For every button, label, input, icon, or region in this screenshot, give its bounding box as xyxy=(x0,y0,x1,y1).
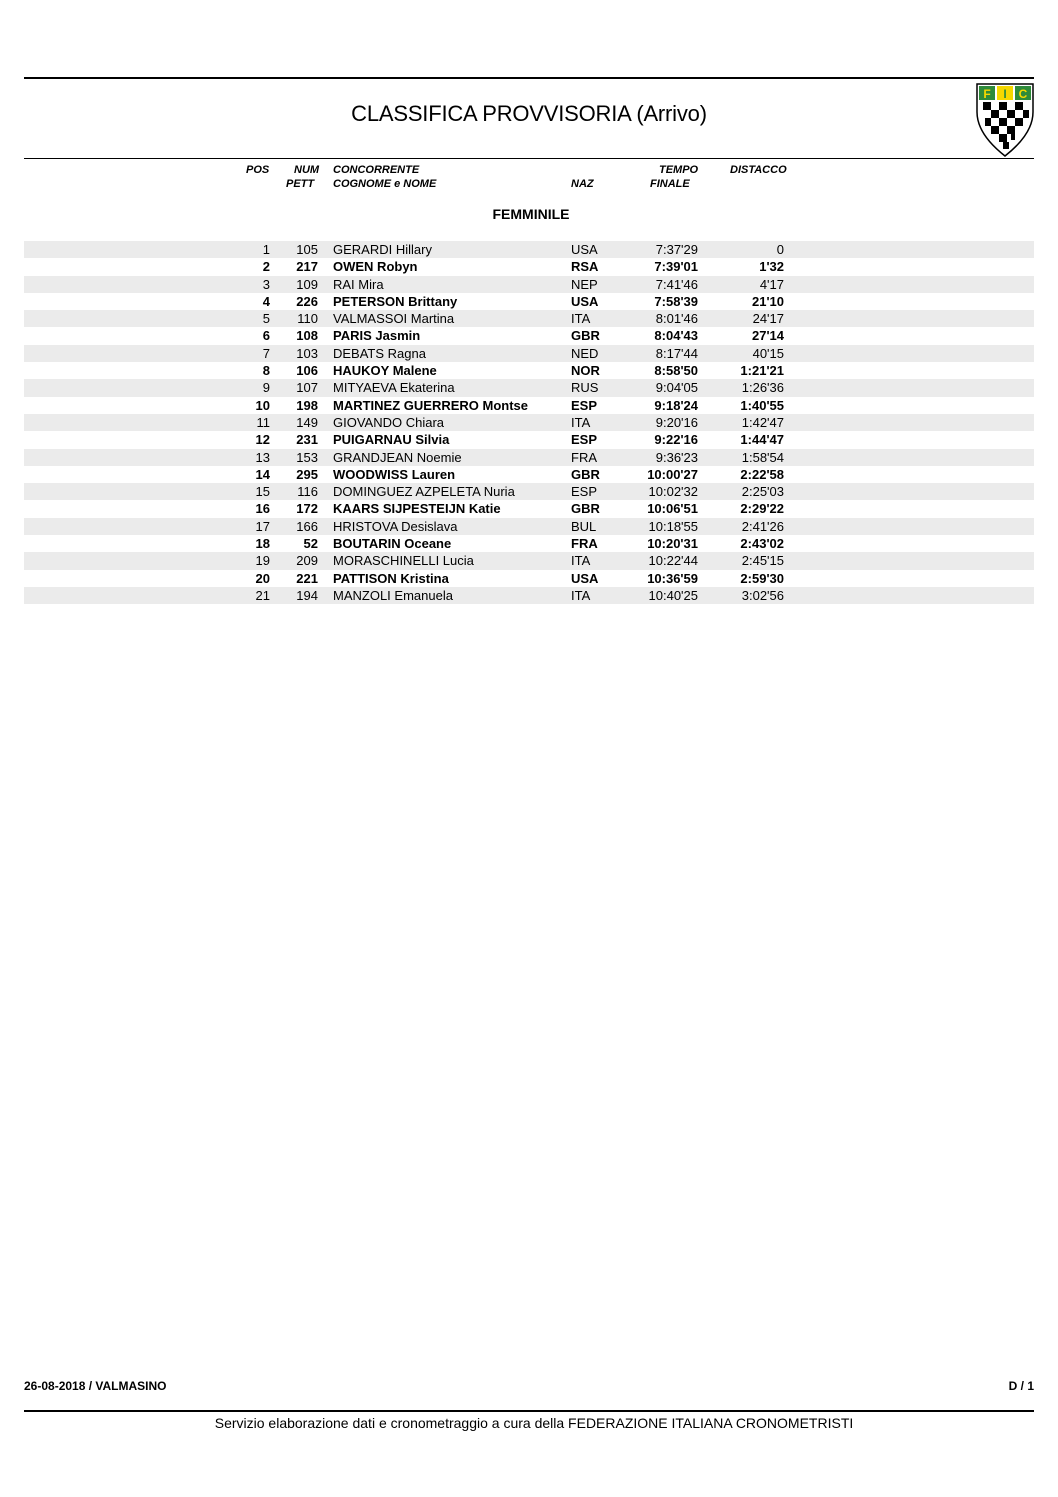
table-row xyxy=(24,327,1034,344)
result-pos: 8 xyxy=(262,363,270,379)
result-pos: 14 xyxy=(255,466,270,482)
result-name: GRANDJEAN Noemie xyxy=(333,449,462,465)
fic-logo-icon xyxy=(975,82,1035,158)
result-gap: 1:40'55 xyxy=(740,397,784,413)
result-name: GERARDI Hillary xyxy=(333,242,432,257)
result-pos: 4 xyxy=(262,293,270,309)
table-row xyxy=(24,276,1034,293)
result-name: MITYAEVA Ekaterina xyxy=(333,380,455,396)
result-name: MARTINEZ GUERRERO Montse xyxy=(333,397,528,413)
result-name: HRISTOVA Desislava xyxy=(333,518,458,534)
col-head-tempo: TEMPO xyxy=(659,164,699,176)
result-nation: NOR xyxy=(571,363,600,379)
result-pos: 3 xyxy=(262,276,270,292)
result-bib: 153 xyxy=(296,449,318,465)
result-bib: 109 xyxy=(296,276,318,292)
table-row xyxy=(24,500,1034,517)
result-name: OWEN Robyn xyxy=(333,259,418,275)
result-pos: 16 xyxy=(255,501,270,517)
result-nation: GBR xyxy=(571,501,600,517)
result-time: 7:39'01 xyxy=(654,259,698,275)
result-gap: 2:43'02 xyxy=(740,536,784,552)
result-name: VALMASSOI Martina xyxy=(333,311,455,327)
table-row xyxy=(24,570,1034,587)
result-gap: 1:21'21 xyxy=(740,363,784,379)
result-nation: GBR xyxy=(571,328,600,344)
result-gap: 24'17 xyxy=(752,311,784,327)
result-gap: 1'32 xyxy=(759,259,784,275)
svg-text:I: I xyxy=(1003,87,1007,101)
result-bib: 172 xyxy=(296,501,318,517)
result-nation: ESP xyxy=(571,397,598,413)
result-time: 10:02'32 xyxy=(648,484,698,500)
table-row xyxy=(24,414,1034,431)
result-time: 8:58'50 xyxy=(654,363,698,379)
result-pos: 11 xyxy=(256,414,270,430)
svg-text:C: C xyxy=(1018,87,1028,101)
table-row xyxy=(24,449,1034,466)
result-bib: 295 xyxy=(296,466,318,482)
result-nation: USA xyxy=(571,570,599,586)
table-row xyxy=(24,552,1034,569)
result-pos: 18 xyxy=(255,536,270,552)
col-head-finale: FINALE xyxy=(650,178,690,190)
table-row xyxy=(24,587,1034,604)
result-bib: 226 xyxy=(296,293,318,309)
result-time: 8:17'44 xyxy=(655,345,698,361)
result-nation: ESP xyxy=(571,432,598,448)
result-bib: 110 xyxy=(297,311,318,327)
result-gap: 40'15 xyxy=(752,345,784,361)
table-row xyxy=(24,483,1034,500)
result-bib: 52 xyxy=(303,536,318,552)
result-gap: 2:59'30 xyxy=(740,570,784,586)
result-pos: 20 xyxy=(255,570,270,586)
footer-date-place: 26-08-2018 / VALMASINO xyxy=(24,1379,167,1393)
col-head-pett: PETT xyxy=(286,178,315,190)
result-nation: NED xyxy=(571,345,599,361)
table-row xyxy=(24,345,1034,362)
result-time: 9:04'05 xyxy=(655,380,698,396)
result-bib: 209 xyxy=(296,553,318,569)
result-name: DEBATS Ragna xyxy=(333,345,426,361)
table-row xyxy=(24,241,1034,258)
result-nation: FRA xyxy=(571,536,598,552)
result-nation: ITA xyxy=(571,553,591,569)
result-time: 7:37'29 xyxy=(655,242,698,257)
result-gap: 3:02'56 xyxy=(741,587,784,603)
col-head-concorrente: CONCORRENTE xyxy=(333,164,420,176)
result-time: 8:04'43 xyxy=(654,328,698,344)
result-nation: FRA xyxy=(571,449,597,465)
result-name: PARIS Jasmin xyxy=(333,328,421,344)
result-time: 10:20'31 xyxy=(647,536,698,552)
result-bib: 108 xyxy=(296,328,318,344)
result-bib: 107 xyxy=(296,380,318,396)
result-bib: 221 xyxy=(296,570,318,586)
result-pos: 19 xyxy=(255,553,270,569)
result-time: 7:58'39 xyxy=(654,293,698,309)
result-name: PUIGARNAU Silvia xyxy=(333,432,450,448)
result-time: 9:20'16 xyxy=(655,414,698,430)
col-head-num: NUM xyxy=(294,164,320,176)
footer-page-number: D / 1 xyxy=(1008,1379,1034,1393)
result-nation: ITA xyxy=(571,414,591,430)
result-gap: 1:42'47 xyxy=(741,414,784,430)
table-row xyxy=(24,397,1034,414)
col-head-pos: POS xyxy=(246,164,270,176)
result-bib: 106 xyxy=(296,363,318,379)
result-name: RAI Mira xyxy=(333,276,384,292)
result-name: GIOVANDO Chiara xyxy=(333,414,445,430)
col-head-distacco: DISTACCO xyxy=(730,164,787,176)
result-gap: 4'17 xyxy=(759,276,784,292)
result-gap: 1:26'36 xyxy=(741,380,784,396)
result-bib: 103 xyxy=(296,345,318,361)
result-time: 10:22'44 xyxy=(648,553,698,569)
result-bib: 217 xyxy=(296,259,318,275)
result-pos: 6 xyxy=(262,328,270,344)
result-time: 9:22'16 xyxy=(654,432,698,448)
result-gap: 2:41'26 xyxy=(741,518,784,534)
result-nation: BUL xyxy=(571,518,597,534)
result-pos: 13 xyxy=(255,449,270,465)
result-gap: 1:44'47 xyxy=(740,432,784,448)
result-time: 9:36'23 xyxy=(655,449,698,465)
result-name: BOUTARIN Oceane xyxy=(333,536,452,552)
table-row xyxy=(24,518,1034,535)
result-nation: GBR xyxy=(571,466,600,482)
col-head-cognome-nome: COGNOME e NOME xyxy=(333,178,437,190)
result-gap: 2:45'15 xyxy=(741,553,784,569)
table-row xyxy=(24,379,1034,396)
table-row xyxy=(24,362,1034,379)
result-gap: 21'10 xyxy=(751,293,784,309)
footer-service-note: Servizio elaborazione dati e cronometraggio a cura della FEDERAZIONE ITALIANA CRONOMETRISTI xyxy=(214,1415,854,1431)
result-time: 10:00'27 xyxy=(647,466,698,482)
result-bib: 166 xyxy=(296,518,318,534)
result-gap: 1:58'54 xyxy=(741,449,784,465)
result-pos: 12 xyxy=(255,432,270,448)
result-nation: RSA xyxy=(571,259,599,275)
table-row xyxy=(24,535,1034,552)
result-pos: 9 xyxy=(262,380,270,396)
result-pos: 21 xyxy=(255,587,270,603)
table-row xyxy=(24,466,1034,483)
result-gap: 2:29'22 xyxy=(740,501,784,517)
results-table xyxy=(24,241,1034,604)
result-gap: 0 xyxy=(776,242,784,257)
result-bib: 116 xyxy=(297,484,318,500)
svg-text:F: F xyxy=(983,87,991,101)
result-bib: 198 xyxy=(296,397,318,413)
table-row xyxy=(24,293,1034,310)
footer-rule xyxy=(24,1410,1034,1412)
result-bib: 194 xyxy=(296,587,318,603)
result-nation: ITA xyxy=(571,311,591,327)
result-nation: RUS xyxy=(571,380,599,396)
result-pos: 17 xyxy=(255,518,270,534)
result-nation: NEP xyxy=(571,276,598,292)
result-time: 10:36'59 xyxy=(647,570,698,586)
result-name: WOODWISS Lauren xyxy=(333,466,456,482)
result-time: 8:01'46 xyxy=(655,311,698,327)
result-nation: ITA xyxy=(571,587,591,603)
table-row xyxy=(24,310,1034,327)
result-bib: 149 xyxy=(296,414,318,430)
result-name: HAUKOY Malene xyxy=(333,363,437,379)
result-time: 10:06'51 xyxy=(647,501,698,517)
table-row xyxy=(24,258,1034,275)
result-name: PETERSON Brittany xyxy=(333,293,458,309)
result-name: KAARS SIJPESTEIJN Katie xyxy=(333,501,501,517)
result-pos: 5 xyxy=(262,311,270,327)
result-nation: ESP xyxy=(571,484,598,500)
result-bib: 105 xyxy=(296,242,318,257)
result-time: 10:18'55 xyxy=(648,518,698,534)
header-rule xyxy=(24,158,1034,159)
result-name: PATTISON Kristina xyxy=(333,570,449,586)
result-nation: USA xyxy=(571,242,598,257)
result-gap: 2:25'03 xyxy=(741,484,784,500)
result-gap: 2:22'58 xyxy=(740,466,784,482)
result-name: DOMINGUEZ AZPELETA Nuria xyxy=(333,484,515,500)
result-name: MORASCHINELLI Lucia xyxy=(333,553,474,569)
result-pos: 15 xyxy=(255,484,270,500)
result-pos: 1 xyxy=(262,242,270,257)
top-rule xyxy=(24,77,1034,79)
result-time: 10:40'25 xyxy=(648,587,698,603)
result-time: 9:18'24 xyxy=(654,397,698,413)
result-pos: 10 xyxy=(255,397,270,413)
result-pos: 2 xyxy=(262,259,270,275)
result-pos: 7 xyxy=(262,345,270,361)
table-row xyxy=(24,431,1034,448)
result-gap: 27'14 xyxy=(751,328,784,344)
result-bib: 231 xyxy=(296,432,318,448)
result-name: MANZOLI Emanuela xyxy=(333,587,453,603)
section-title: FEMMINILE xyxy=(492,206,570,222)
page-title: CLASSIFICA PROVVISORIA (Arrivo) xyxy=(351,101,707,126)
result-time: 7:41'46 xyxy=(655,276,698,292)
col-head-naz: NAZ xyxy=(571,178,594,190)
result-nation: USA xyxy=(571,293,599,309)
